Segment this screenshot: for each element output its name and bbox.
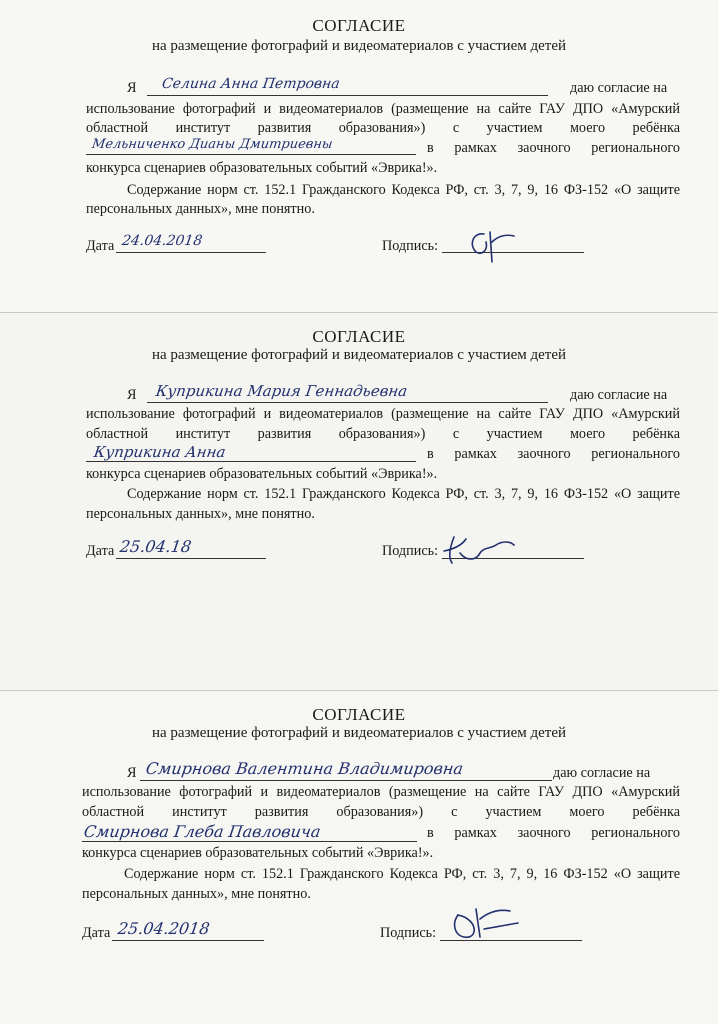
parent-name-handwritten: Селина Анна Петровна (160, 76, 341, 92)
text-line: использование фотографий и видеоматериалов (размещение на сайте ГАУ ДПО «Амурский (82, 784, 680, 800)
law-text: персональных данных», мне понятно. (86, 506, 315, 522)
form-subtitle: на размещение фотографий и видеоматериалов с участием детей (151, 725, 567, 741)
signature-mark (462, 222, 522, 264)
text-line: использование фотографий и видеоматериалов (размещение на сайте ГАУ ДПО «Амурский (86, 406, 680, 422)
law-text: Содержание норм ст. 152.1 Гражданского Кодекса РФ, ст. 3, 7, 9, 16 ФЗ-152 «О защите (127, 486, 680, 502)
form-subtitle: на размещение фотографий и видеоматериалов с участием детей (151, 38, 567, 54)
date-label: Дата (82, 925, 111, 941)
parent-name-field (140, 780, 552, 781)
child-name-field (86, 461, 416, 462)
form-title: СОГЛАСИЕ (312, 327, 406, 346)
signature-label: Подпись: (380, 925, 437, 941)
text-line: использование фотографий и видеоматериалов (размещение на сайте ГАУ ДПО «Амурский (86, 101, 680, 117)
text-line: в рамках заочного регионального (427, 446, 680, 462)
date-handwritten: 25.04.2018 (116, 919, 211, 938)
signature-label: Подпись: (382, 238, 439, 254)
child-name-field (86, 154, 416, 155)
text-line: областной институт развития образования») с участием моего ребёнка (86, 120, 680, 136)
signature-mark (440, 527, 520, 571)
signature-label: Подпись: (382, 543, 439, 559)
i-label: Я (127, 765, 137, 781)
child-name-field (82, 841, 417, 842)
i-label: Я (127, 387, 137, 403)
date-handwritten: 25.04.18 (118, 537, 193, 556)
parent-name-handwritten: Смирнова Валентина Владимировна (144, 759, 465, 778)
consent-phrase: даю согласие на (570, 80, 668, 96)
text-line: конкурса сценариев образовательных событий «Эврика!». (82, 845, 434, 861)
form-subtitle: на размещение фотографий и видеоматериалов с участием детей (151, 347, 567, 363)
date-handwritten: 24.04.2018 (120, 233, 204, 249)
law-text: Содержание норм ст. 152.1 Гражданского Кодекса РФ, ст. 3, 7, 9, 16 ФЗ-152 «О защите (127, 182, 680, 198)
consent-phrase: даю согласие на (570, 387, 668, 403)
date-field (116, 252, 266, 253)
text-line: в рамках заочного регионального (427, 140, 680, 156)
text-line: областной институт развития образования») с участием моего ребёнка (82, 804, 680, 820)
date-label: Дата (86, 238, 115, 254)
law-text: Содержание норм ст. 152.1 Гражданского Кодекса РФ, ст. 3, 7, 9, 16 ФЗ-152 «О защите (124, 866, 680, 882)
consent-form-3 (0, 690, 718, 1024)
text-line: в рамках заочного регионального (427, 825, 680, 841)
child-name-handwritten: Мельниченко Дианы Дмитриевны (90, 137, 334, 152)
signature-mark (446, 901, 526, 947)
parent-name-handwritten: Куприкина Мария Геннадьевна (154, 382, 409, 400)
consent-phrase: даю согласие на (553, 765, 651, 781)
parent-name-field (147, 95, 548, 96)
child-name-handwritten: Куприкина Анна (92, 443, 227, 461)
consent-form-1 (0, 0, 718, 312)
child-name-handwritten: Смирнова Глеба Павловича (82, 822, 322, 841)
date-field (116, 558, 266, 559)
form-title: СОГЛАСИЕ (312, 705, 406, 724)
date-label: Дата (86, 543, 115, 559)
parent-name-field (147, 402, 548, 403)
law-text: персональных данных», мне понятно. (86, 201, 315, 217)
consent-form-2 (0, 312, 718, 691)
text-line: конкурса сценариев образовательных событий «Эврика!». (86, 466, 438, 482)
i-label: Я (127, 80, 137, 96)
text-line: конкурса сценариев образовательных событий «Эврика!». (86, 160, 438, 176)
form-title: СОГЛАСИЕ (312, 16, 406, 35)
law-text: персональных данных», мне понятно. (82, 886, 311, 902)
date-field (112, 940, 264, 941)
text-line: областной институт развития образования») с участием моего ребёнка (86, 426, 680, 442)
